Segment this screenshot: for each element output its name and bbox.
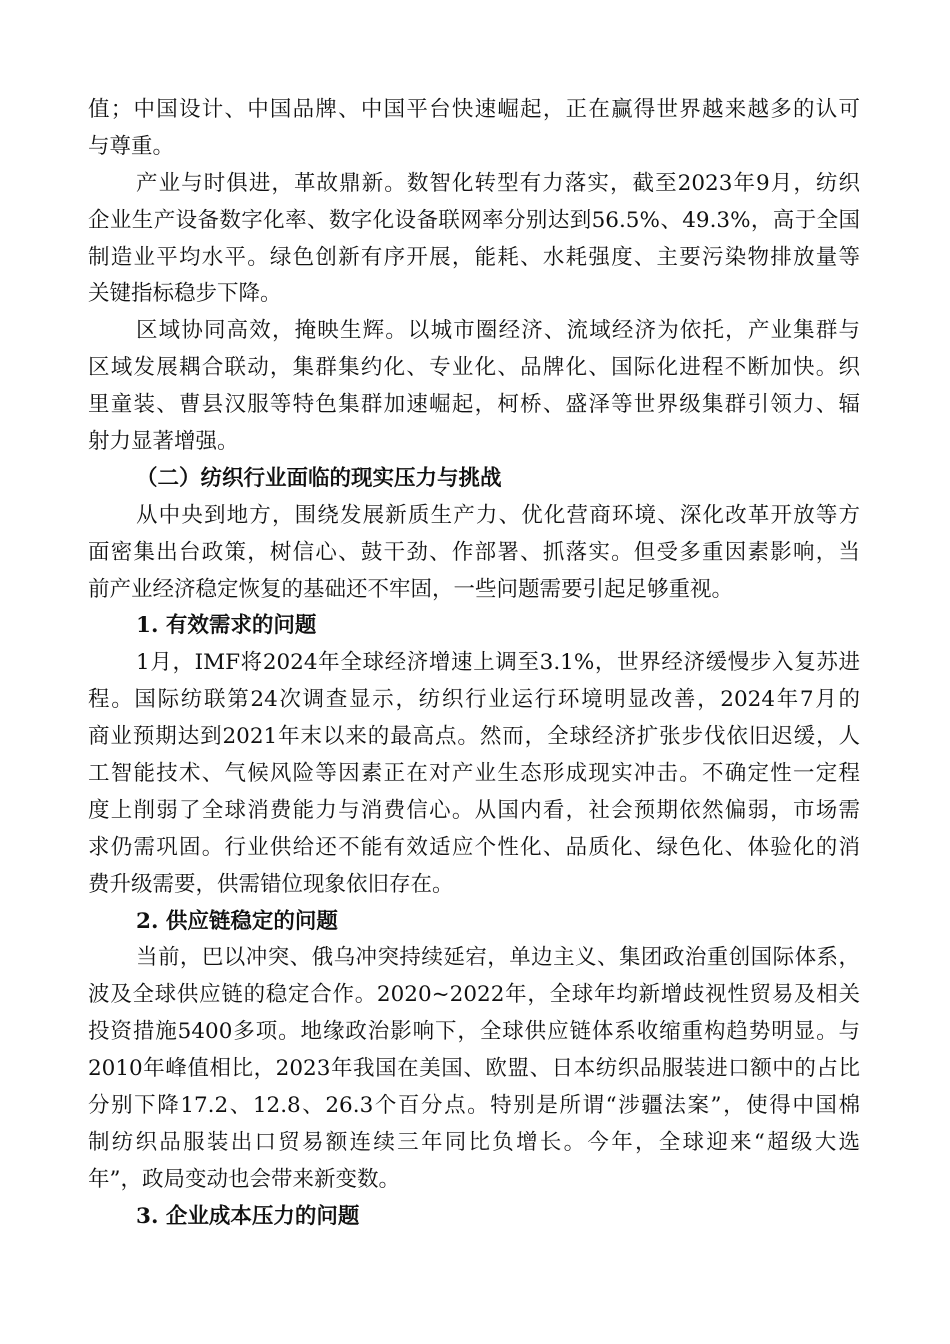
text-line: 企业生产设备数字化率、数字化设备联网率分别达到56.5%、49.3%，高于全国 — [88, 207, 860, 233]
text-line: 射力显著增强。 — [88, 429, 239, 455]
paragraph — [88, 92, 860, 166]
heading-text: 2. 供应链稳定的问题 — [136, 908, 338, 934]
text-line: 与尊重。 — [88, 133, 175, 159]
text-line: 波及全球供应链的稳定合作。2020~2022年，全球年均新增歧视性贸易及相关 — [88, 982, 860, 1008]
text-line: 年”，政局变动也会带来新变数。 — [88, 1166, 400, 1192]
text-line: 工智能技术、气候风险等因素正在对产业生态形成现实冲击。不确定性一定程 — [88, 761, 860, 787]
text-line: 分别下降17.2、12.8、26.3个百分点。特别是所谓“涉疆法案”，使得中国棉 — [88, 1093, 860, 1119]
text-line: 区域发展耦合联动，集群集约化、专业化、品牌化、国际化进程不断加快。织 — [88, 355, 860, 381]
section-heading — [88, 904, 860, 941]
paragraph — [88, 645, 860, 903]
section-heading — [88, 1199, 860, 1236]
text-line: 关键指标稳步下降。 — [88, 281, 282, 307]
text-line: 制纺织品服装出口贸易额连续三年同比负增长。今年，全球迎来“超级大选 — [88, 1129, 860, 1155]
text-line: 度上削弱了全球消费能力与消费信心。从国内看，社会预期依然偏弱，市场需 — [88, 797, 860, 823]
text-line: 制造业平均水平。绿色创新有序开展，能耗、水耗强度、主要污染物排放量等 — [88, 244, 860, 270]
text-line: 值；中国设计、中国品牌、中国平台快速崛起，正在赢得世界越来越多的认可 — [88, 97, 860, 122]
section-heading — [88, 461, 860, 498]
heading-text: 1. 有效需求的问题 — [136, 613, 317, 639]
text-line: 2010年峰值相比，2023年我国在美国、欧盟、日本纺织品服装进口额中的占比 — [88, 1056, 860, 1082]
section-heading — [88, 608, 860, 645]
text-line: 里童装、曹县汉服等特色集群加速崛起，柯桥、盛泽等世界级集群引领力、辐 — [88, 392, 860, 418]
paragraph — [88, 166, 860, 314]
document-page — [88, 92, 860, 1236]
text-line: 投资措施5400多项。地缘政治影响下，全球供应链体系收缩重构趋势明显。与 — [88, 1019, 860, 1045]
text-line: 当前，巴以冲突、俄乌冲突持续延宕，单边主义、集团政治重创国际体系， — [136, 945, 860, 971]
text-line: 求仍需巩固。行业供给还不能有效适应个性化、品质化、绿色化、体验化的消 — [88, 834, 860, 860]
text-line: 1月，IMF将2024年全球经济增速上调至3.1%，世界经济缓慢步入复苏进 — [136, 650, 860, 676]
heading-text: 3. 企业成本压力的问题 — [136, 1203, 360, 1229]
paragraph — [88, 940, 860, 1198]
paragraph — [88, 498, 860, 609]
text-line: 前产业经济稳定恢复的基础还不牢固，一些问题需要引起足够重视。 — [88, 576, 734, 602]
text-line: 费升级需要，供需错位现象依旧存在。 — [88, 871, 454, 897]
text-line: 商业预期达到2021年末以来的最高点。然而，全球经济扩张步伐依旧迟缓，人 — [88, 724, 860, 750]
text-line: 从中央到地方，围绕发展新质生产力、优化营商环境、深化改革开放等方 — [136, 502, 860, 528]
text-line: 产业与时俱进，革故鼎新。数智化转型有力落实，截至2023年9月，纺织 — [136, 170, 860, 196]
heading-text: （二）纺织行业面临的现实压力与挑战 — [136, 465, 502, 491]
text-line: 程。国际纺联第24次调查显示，纺织行业运行环境明显改善，2024年7月的 — [88, 687, 860, 713]
text-line: 区域协同高效，掩映生辉。以城市圈经济、流域经济为依托，产业集群与 — [136, 318, 860, 344]
paragraph — [88, 313, 860, 461]
text-line: 面密集出台政策，树信心、鼓干劲、作部署、抓落实。但受多重因素影响，当 — [88, 539, 860, 565]
